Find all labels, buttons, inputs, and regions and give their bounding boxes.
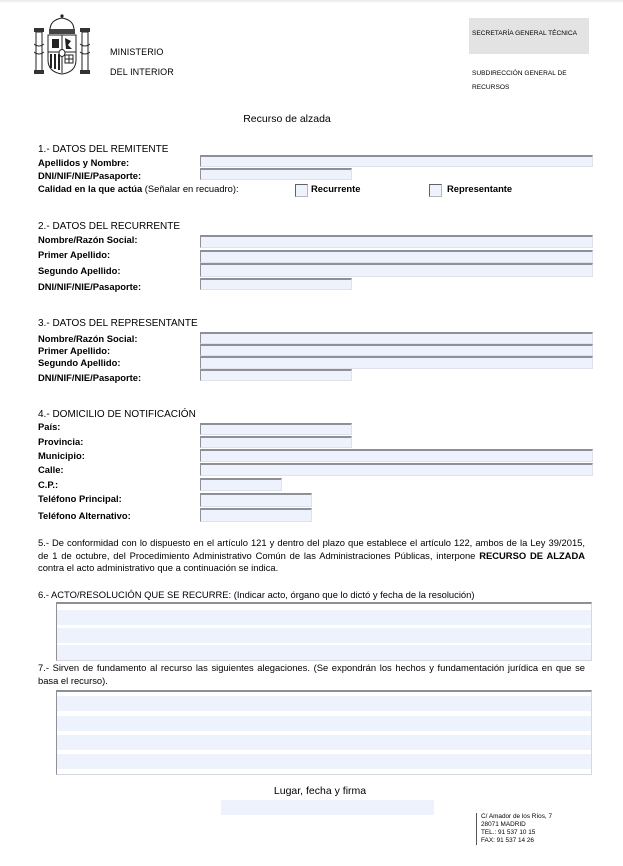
document-title: Recurso de alzada	[243, 113, 331, 125]
address-phone: TEL.: 91 537 10 15	[481, 829, 536, 836]
province-field[interactable]	[200, 436, 352, 448]
appellant-company-field[interactable]	[200, 235, 593, 248]
municipality-field[interactable]	[200, 449, 593, 462]
appellant-company-label: Nombre/Razón Social:	[38, 234, 138, 245]
ministry-name-line2: DEL INTERIOR	[110, 67, 174, 77]
capacity-label-hint: (Señalar en recuadro):	[142, 183, 239, 194]
appellant-id-label: DNI/NIF/NIE/Pasaporte:	[38, 281, 142, 292]
postal-code-field[interactable]	[200, 478, 282, 491]
appellant-surname1-label: Primer Apellido:	[38, 249, 111, 260]
province-label: Provincia:	[38, 436, 84, 447]
subdirectorate-line2: RECURSOS	[472, 84, 510, 91]
secretariat-label: SECRETARÍA GENERAL TÉCNICA	[472, 30, 578, 37]
allegations-textarea[interactable]	[56, 690, 592, 775]
signature-field[interactable]	[221, 800, 434, 815]
textarea-line	[57, 716, 591, 731]
representante-checkbox[interactable]	[429, 184, 442, 197]
representante-label: Representante	[447, 183, 513, 194]
textarea-line	[57, 610, 591, 625]
textarea-line	[57, 754, 591, 769]
appellant-id-field[interactable]	[200, 278, 352, 290]
appellant-surname2-field[interactable]	[200, 263, 593, 277]
address-street: C/ Amador de los Ríos, 7	[481, 813, 553, 820]
coat-of-arms-icon	[34, 14, 90, 76]
representative-surname2-label: Segundo Apellido:	[38, 357, 121, 368]
representative-company-field[interactable]	[200, 332, 593, 344]
capacity-label	[38, 183, 239, 194]
statement-text-end: contra el acto administrativo que a continuación se indica.	[38, 562, 279, 573]
representative-surname1-field[interactable]	[200, 344, 593, 356]
textarea-line	[57, 645, 591, 660]
phone-alternative-field[interactable]	[200, 508, 312, 522]
postal-code-label: C.P.:	[38, 479, 59, 490]
country-label: País:	[38, 421, 61, 432]
page-top-edge	[0, 0, 623, 3]
sender-name-label: Apellidos y Nombre:	[38, 157, 130, 168]
sender-id-label: DNI/NIF/NIE/Pasaporte:	[38, 170, 142, 181]
statement-text: 5.- De conformidad con lo dispuesto en el artículo 121 y dentro del plazo que establece el artículo 122, ambos de la Ley 39/2015, de 1 de octubre, del Procedimiento Administrativo Común de las Administraciones Públicas, interpone	[38, 537, 585, 561]
section-6-title: 6.- ACTO/RESOLUCIÓN QUE SE RECURRE: (Indicar acto, órgano que lo dictó y fecha de la resolución)	[38, 589, 475, 600]
representative-surname2-field[interactable]	[200, 356, 593, 369]
phone-primary-field[interactable]	[200, 493, 312, 507]
representative-surname1-label: Primer Apellido:	[38, 345, 111, 356]
capacity-label-bold: Calidad en la que actúa	[38, 183, 143, 194]
section-3-title: 3.- DATOS DEL REPRESENTANTE	[38, 318, 198, 329]
representative-id-field[interactable]	[200, 369, 352, 381]
section-1-title: 1.- DATOS DEL REMITENTE	[38, 144, 169, 155]
representative-company-label: Nombre/Razón Social:	[38, 333, 138, 344]
phone-alternative-label: Teléfono Alternativo:	[38, 510, 131, 521]
subdirectorate-line1: SUBDIRECCIÓN GENERAL DE	[472, 70, 567, 77]
phone-primary-label: Teléfono Principal:	[38, 493, 122, 504]
textarea-line	[57, 628, 591, 643]
appellant-surname2-label: Segundo Apellido:	[38, 265, 121, 276]
street-field[interactable]	[200, 463, 593, 476]
textarea-line	[57, 735, 591, 750]
section-7-title: 7.- Sirven de fundamento al recurso las siguientes alegaciones. (Se expondrán los hechos y fundamentación jurídica en que se basa el recurso).	[38, 662, 585, 686]
statement-emphasis: RECURSO DE ALZADA	[479, 549, 585, 561]
representative-id-label: DNI/NIF/NIE/Pasaporte:	[38, 372, 142, 383]
section-5-statement	[38, 537, 585, 575]
signature-label: Lugar, fecha y firma	[273, 785, 367, 797]
sender-id-field[interactable]	[200, 168, 352, 180]
section-4-title: 4.- DOMICILIO DE NOTIFICACIÓN	[38, 409, 196, 420]
recurrente-label: Recurrente	[311, 183, 361, 194]
textarea-line	[57, 696, 591, 711]
country-field[interactable]	[200, 423, 352, 435]
municipality-label: Municipio:	[38, 450, 85, 461]
address-fax: FAX: 91 537 14 26	[481, 837, 534, 844]
sender-name-field[interactable]	[200, 155, 593, 167]
ministry-name-line1: MINISTERIO	[110, 47, 164, 57]
recurrente-checkbox[interactable]	[295, 184, 308, 197]
section-2-title: 2.- DATOS DEL RECURRENTE	[38, 221, 181, 232]
appellant-surname1-field[interactable]	[200, 250, 593, 263]
footer-address	[476, 813, 552, 845]
appealed-act-textarea[interactable]	[56, 602, 592, 661]
street-label: Calle:	[38, 464, 64, 475]
address-city: 28071 MADRID	[481, 821, 526, 828]
